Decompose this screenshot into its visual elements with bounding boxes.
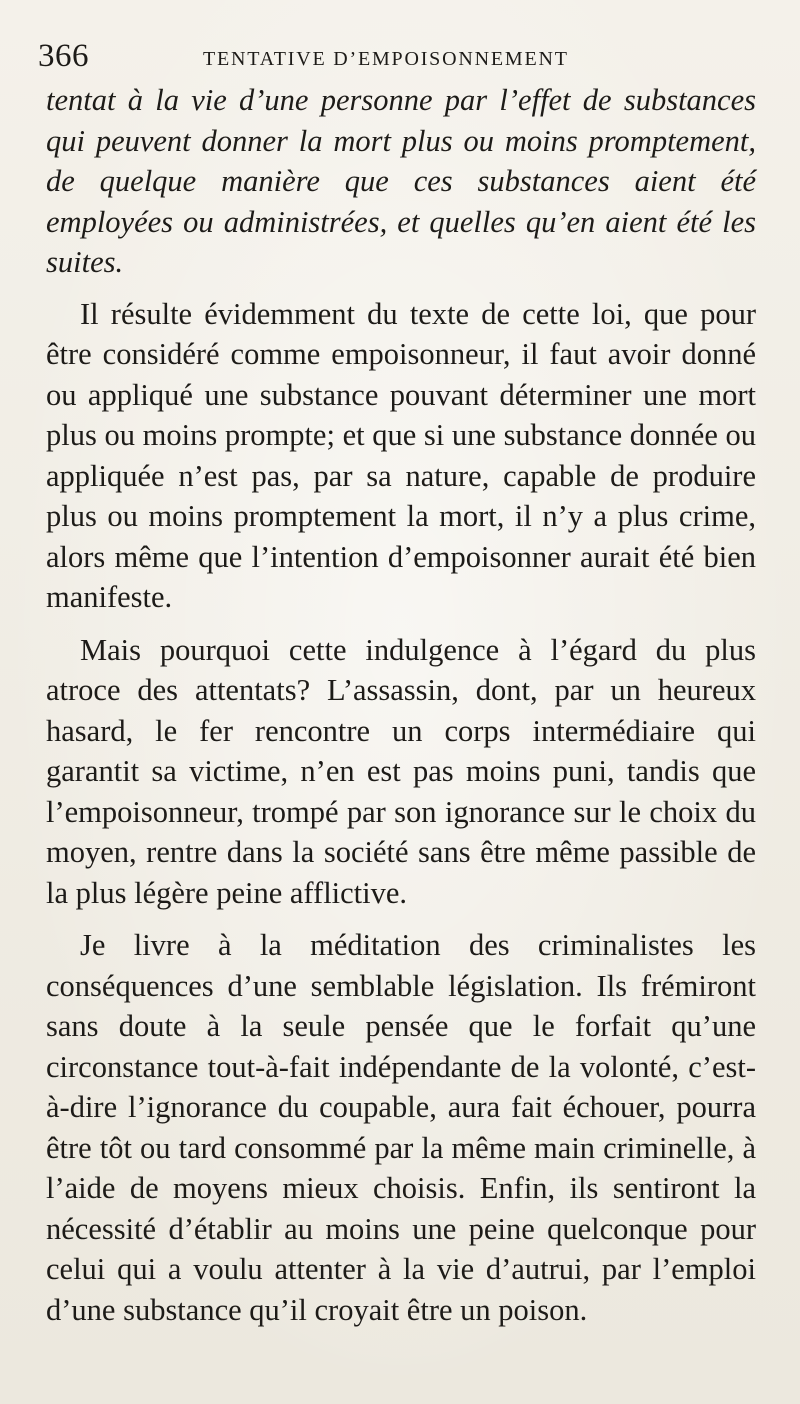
page-number: 366 [38, 38, 89, 74]
paragraph-legal-interpretation: Il résulte évidemment du texte de cette loi, que pour être considéré comme empoisonneur, il faut avoir donné ou appliqué une substance pouvant déterminer une mort plus ou moins prompte; et que si une substance donnée ou appliquée n’est pas, par sa nature, capable de produire plus ou moins promptement la mort, il n’y a plus crime, alors même que l’intention d’empoisonner aurait été bien manifeste. [46, 296, 756, 614]
paragraph-indulgence-question: Mais pourquoi cette indulgence à l’égard du plus atroce des attentats? L’assassin, dont, par un heureux hasard, le fer rencontre un corps intermédiaire qui garantit sa victime, n’en est pas moins puni, tandis que l’empoisonneur, trompé par son ignorance sur le choix du moyen, rentre dans la société sans être même passible de la plus légère peine afflictive. [46, 632, 756, 910]
paragraph-criminalist-consequences: Je livre à la méditation des criminalistes les conséquences d’une semblable législation. Ils frémiront sans doute à la seule pensée que le forfait qu’une circonstance tout-à-fait indépendante de la volonté, c’est-à-dire l’ignorance du coupable, aura fait échouer, pourra être tôt ou tard consommé par la même main criminelle, à l’aide de moyens mieux choisis. Enfin, ils sentiront la nécessité d’établir au moins une peine quelconque pour celui qui a voulu attenter à la vie d’autrui, par l’emploi d’une substance qu’il croyait être un poison. [46, 928, 756, 1327]
running-title: TENTATIVE D’EMPOISONNEMENT [203, 48, 569, 70]
page-header [38, 38, 778, 78]
paragraph-continuation: tentat à la vie d’une personne par l’effet de substances qui peuvent donner la mort plus ou moins promptement, de quelque manière que ces substances aient été employées ou administrées, et quelles qu’en aient été les suites. [46, 83, 756, 279]
page-text [46, 80, 756, 1330]
